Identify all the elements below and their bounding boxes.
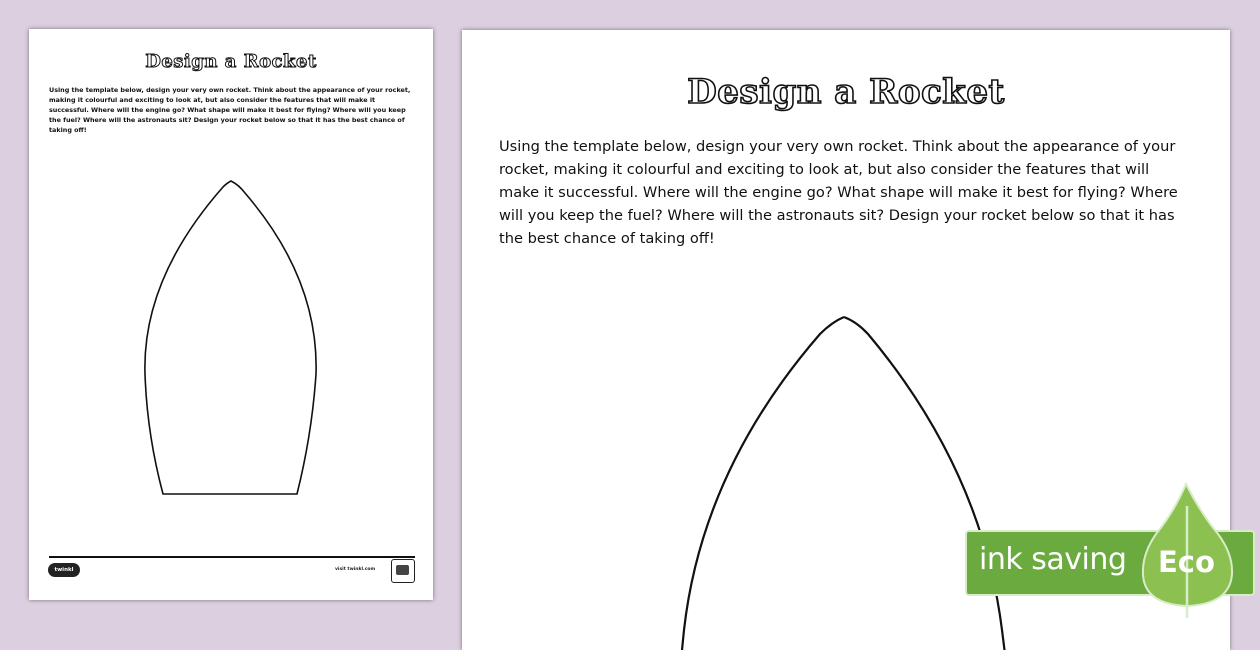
thumbnail-footer-url: visit twinkl.com (335, 567, 376, 572)
thumbnail-page (29, 29, 433, 600)
ink-saving-label: ink saving (979, 542, 1127, 577)
thumbnail-footer-badge-icon (391, 559, 415, 583)
thumbnail-title: Design a Rocket (145, 51, 317, 72)
twinkl-logo: twinkl (48, 563, 80, 577)
thumbnail-footer-rule (49, 556, 415, 558)
thumbnail-rocket-outline (29, 29, 433, 600)
instructions-text: Using the template below, design your very own rocket. Think about the appearance of your rocket, making it colourful and exciting to look at, but also consider the features that will make it successful. Where will the engine go? What shape will make it best for flying? Where will you keep the fuel? Where will the astronauts sit? Design your rocket below so that it has the best chance of taking off! (499, 138, 1178, 247)
eco-word: Eco (1158, 545, 1215, 579)
page-title: Design a Rocket (687, 72, 1005, 112)
thumbnail-instructions: Using the template below, design your very own rocket. Think about the appearance of your rocket, making it colourful and exciting to look at, but also consider the features that will make it successful. Where will the engine go? What shape will make it best for flying? Where will you keep the fuel? Where will the astronauts sit? Design your rocket below so that it has the best chance of taking off! (49, 86, 411, 134)
